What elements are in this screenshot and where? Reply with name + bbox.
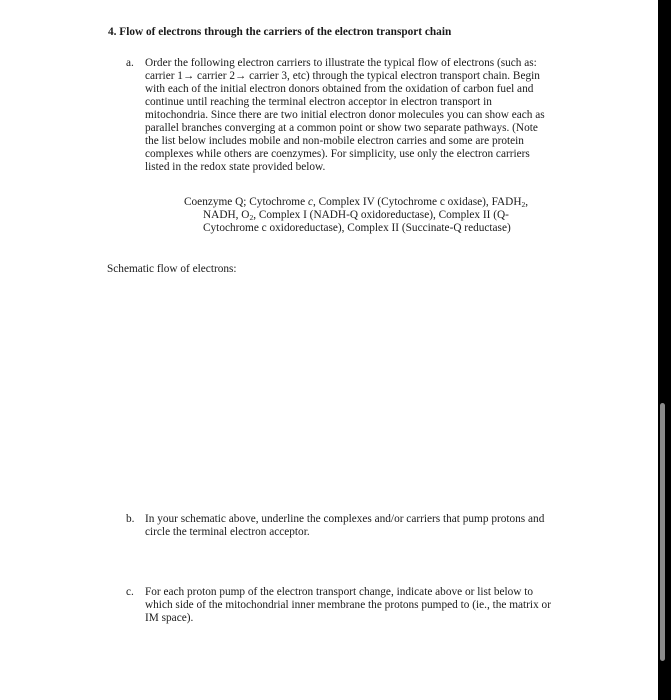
carrier-text: Coenzyme Q; Cytochrome <box>184 196 308 208</box>
part-c-line: IM space). <box>145 612 194 624</box>
part-a-line: the list below includes mobile and non-mobile electron carries and some are protein <box>145 135 524 147</box>
part-a-line: complexes while others are coenzymes). For simplicity, use only the electron carriers <box>145 148 530 160</box>
part-a-line: with each of the initial electron donors obtained from the oxidation of carbon fuel and <box>145 83 534 95</box>
subscript: 2 <box>249 213 254 222</box>
part-a-line: carrier 1→ carrier 2→ carrier 3, etc) through the typical electron transport chain. Begin <box>145 70 540 82</box>
question-title: 4. Flow of electrons through the carriers of the electron transport chain <box>108 26 452 38</box>
part-a-line: continue until reaching the terminal electron acceptor in electron transport in <box>145 96 492 108</box>
part-a-line: listed in the redox state provided below. <box>145 161 326 173</box>
part-c-line: which side of the mitochondrial inner membrane the protons pumped to (ie., the matrix or <box>145 599 551 611</box>
part-a-letter: a. <box>126 57 134 69</box>
part-a-line: Order the following electron carriers to illustrate the typical flow of electrons (such as: <box>145 57 537 69</box>
schematic-label: Schematic flow of electrons: <box>107 263 237 275</box>
part-b-line: In your schematic above, underline the complexes and/or carriers that pump protons and <box>145 513 545 525</box>
carrier-text: , Complex IV (Cytochrome c oxidase), FADH <box>312 196 522 208</box>
part-b-letter: b. <box>126 513 135 525</box>
part-c-letter: c. <box>126 586 134 598</box>
part-a-line: mitochondria. Since there are two initial electron donor molecules you can show each as <box>145 109 545 121</box>
carrier-text: , <box>525 196 529 208</box>
carrier-text: , Complex I (NADH-Q oxidoreductase), Complex II (Q- <box>253 209 509 221</box>
part-a-line: parallel branches converging at a common point or show two separate pathways. (Note <box>145 122 538 134</box>
part-c-line: For each proton pump of the electron transport change, indicate above or list below to <box>145 586 534 598</box>
part-b-line: circle the terminal electron acceptor. <box>145 526 310 538</box>
scrollbar-thumb[interactable] <box>660 403 665 661</box>
subscript: 2 <box>521 200 526 209</box>
carrier-list-line-3: Cytochrome c oxidoreductase), Complex II (Succinate-Q reductase) <box>203 222 511 234</box>
carrier-text: NADH, O <box>203 209 250 221</box>
carrier-text-italic: c <box>307 196 313 208</box>
